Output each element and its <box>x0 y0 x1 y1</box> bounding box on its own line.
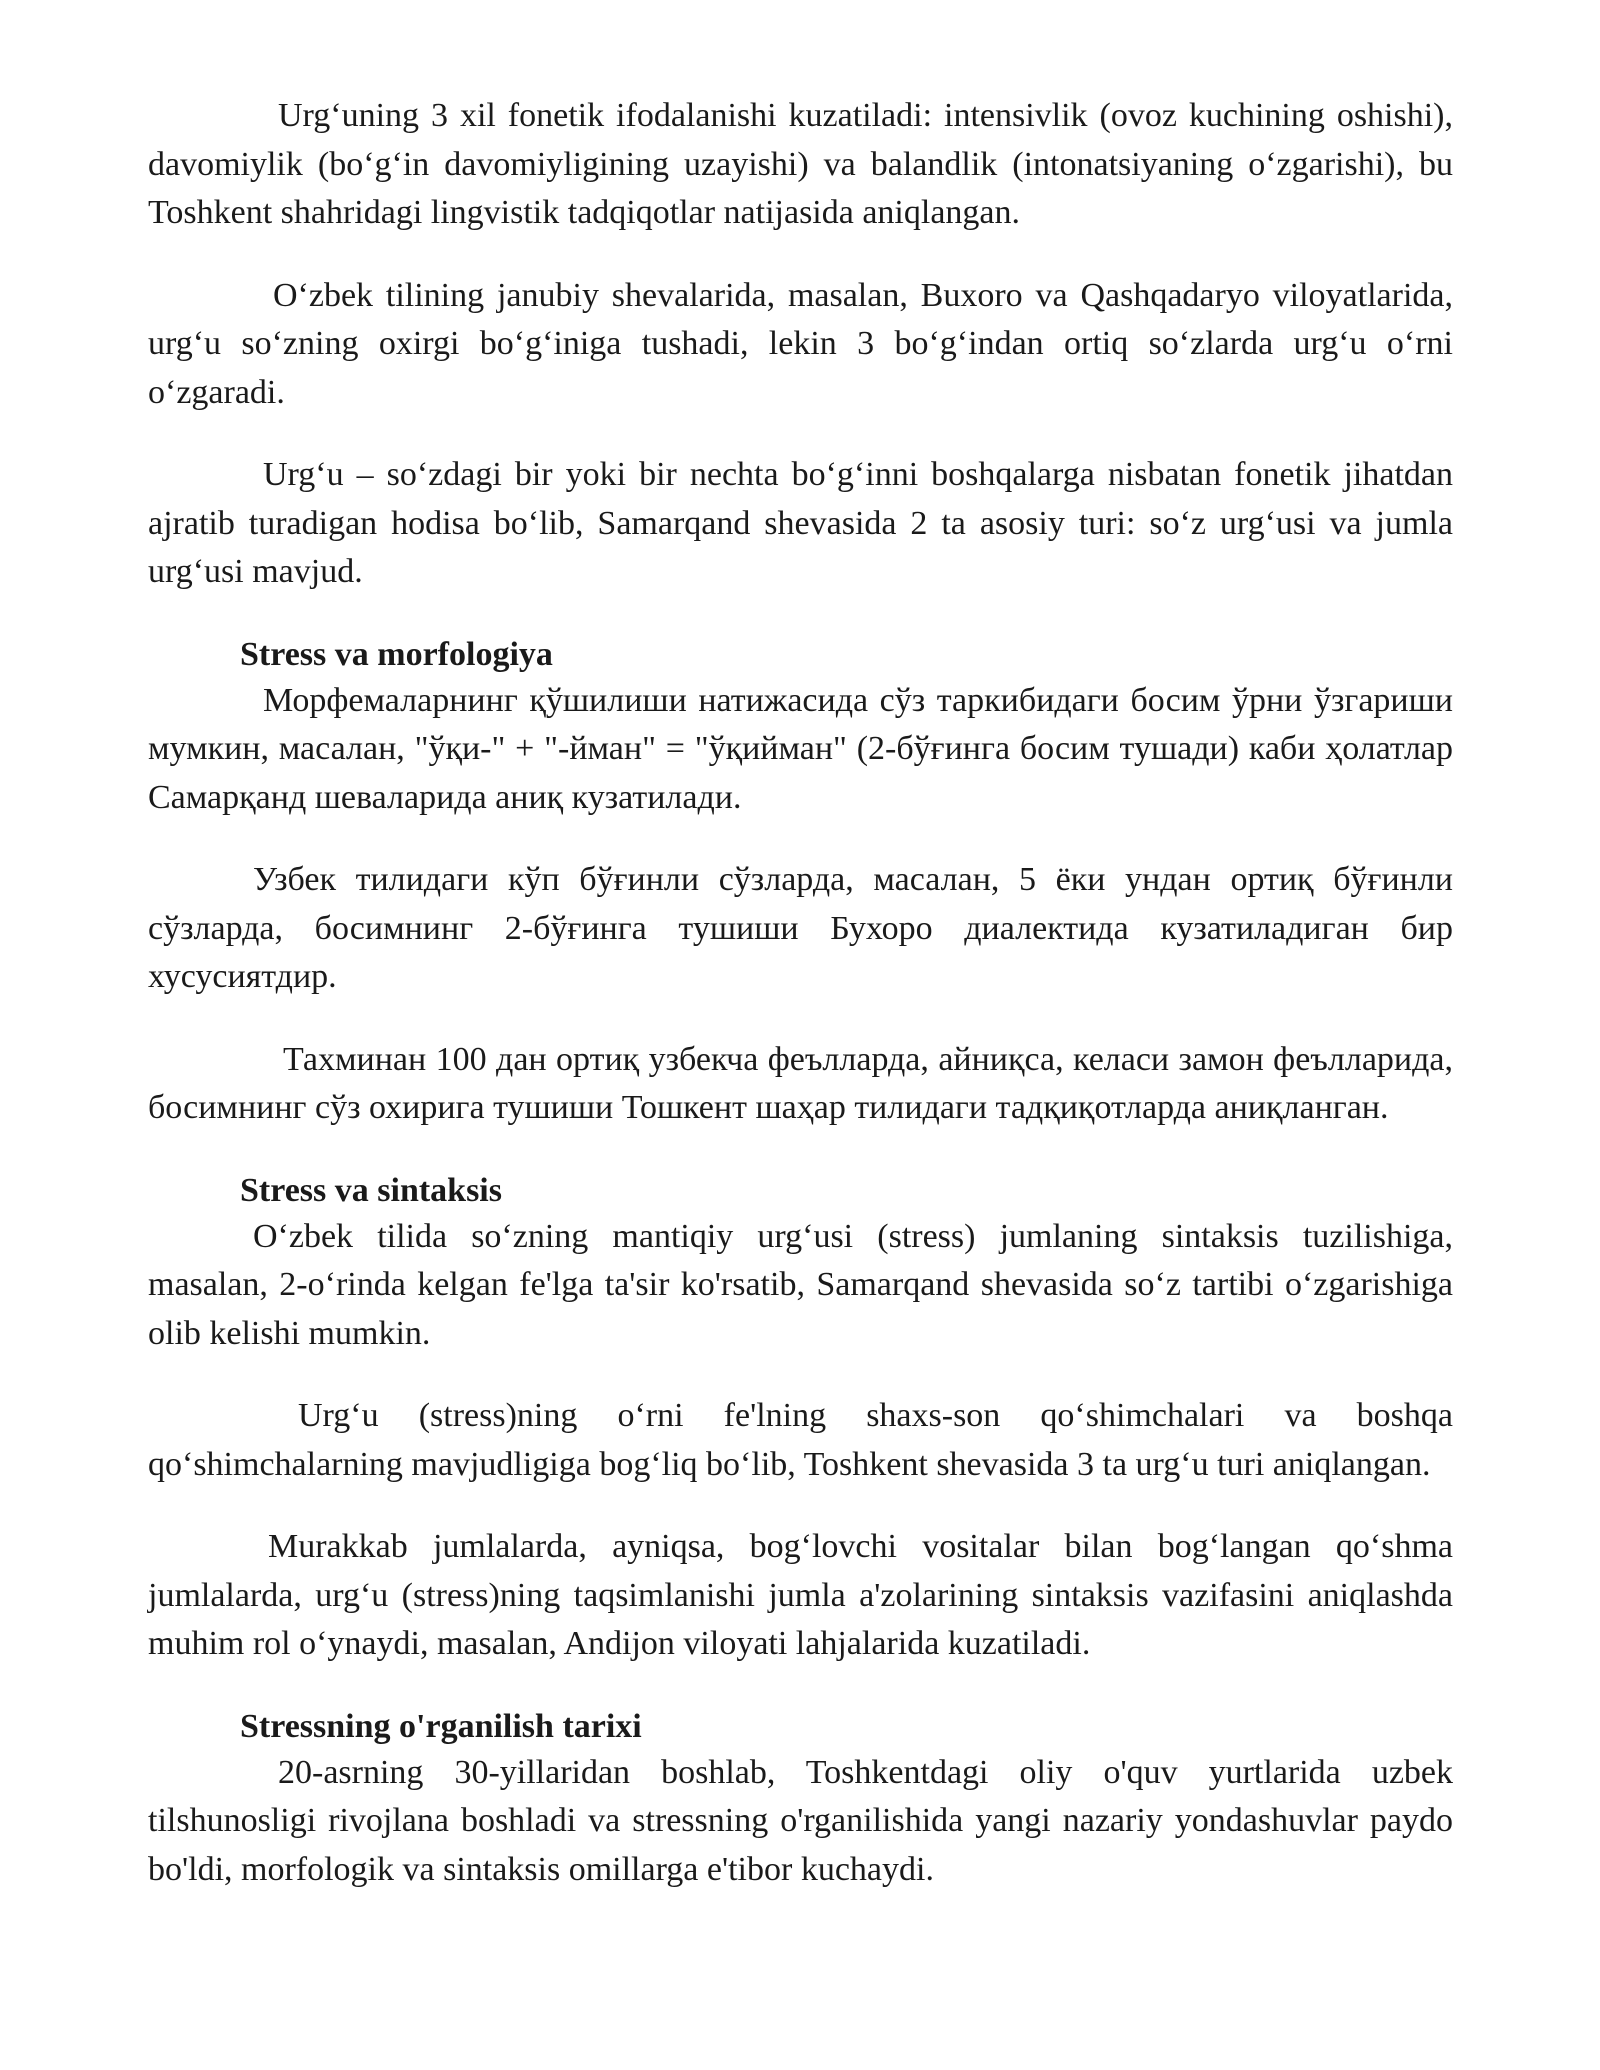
section-heading-tarix: Stressning o'rganilish tarixi <box>240 1707 642 1745</box>
paragraph: O‘zbek tilida so‘zning mantiqiy urg‘usi (stress) jumlaning sintaksis tuzilishiga, masalan, 2-o‘rinda kelgan fe'lga ta'sir ko'rsatib, Samarqand shevasida so‘z tartibi o‘zgarishiga olib kelishi mumkin. <box>148 1217 1453 1352</box>
paragraph: 20-asrning 30-yillaridan boshlab, Toshkentdagi oliy o'quv yurtlarida uzbek tilshunosligi rivojlana boshladi va stressning o'rganilishida yangi nazariy yondashuvlar paydo bo'ldi, morfologik va sintaksis omillarga e'tibor kuchaydi. <box>148 1753 1453 1888</box>
paragraph: Urg‘u – so‘zdagi bir yoki bir nechta bo‘g‘inni boshqalarga nisbatan fonetik jihatdan ajratib turadigan hodisa bo‘lib, Samarqand shevasida 2 ta asosiy turi: so‘z urg‘usi va jumla urg‘usi mavjud. <box>148 456 1453 590</box>
paragraph: Urg‘u (stress)ning o‘rni fe'lning shaxs-son qo‘shimchalari va boshqa qo‘shimchalarning mavjudligiga bog‘liq bo‘lib, Toshkent shevasida 3 ta urg‘u turi aniqlangan. <box>148 1397 1453 1483</box>
paragraph: Морфемаларнинг қўшилиши натижасида сўз таркибидаги босим ўрни ўзгариши мумкин, масалан, "ўқи-" + "-йман" = "ўқийман" (2-бўғинга босим тушади) каби ҳолатлар Самарқанд шеваларида аниқ кузатилади. <box>148 681 1453 816</box>
section-heading-morfologiya: Stress va morfologiya <box>240 635 553 673</box>
paragraph: Узбек тилидаги кўп бўғинли сўзларда, масалан, 5 ёки ундан ортиқ бўғинли сўзларда, босимнинг 2-бўғинга тушиши Бухоро диалектида кузатиладиган бир хусусиятдир. <box>148 861 1453 995</box>
paragraph: O‘zbek tilining janubiy shevalarida, masalan, Buxoro va Qashqadaryo viloyatlarida, urg‘u so‘zning oxirgi bo‘g‘iniga tushadi, lekin 3 bo‘g‘indan ortiq so‘zlarda urg‘u o‘rni o‘zgaradi. <box>148 276 1453 411</box>
paragraph: Murakkab jumlalarda, ayniqsa, bog‘lovchi vositalar bilan bog‘langan qo‘shma jumlalarda, urg‘u (stress)ning taqsimlanishi jumla a'zolarining sintaksis vazifasini aniqlashda muhim rol o‘ynaydi, masalan, Andijon viloyati lahjalarida kuzatiladi. <box>148 1528 1453 1662</box>
paragraph: Тахминан 100 дан ортиқ узбекча феълларда, айниқса, келаси замон феълларида, босимнинг сўз охирига тушиши Тошкент шаҳар тилидаги тадқиқотларда аниқланган. <box>148 1040 1453 1126</box>
paragraph: Urg‘uning 3 xil fonetik ifodalanishi kuzatiladi: intensivlik (ovoz kuchining oshishi), davomiylik (bo‘g‘in davomiyligining uzayishi) va balandlik (intonatsiyaning o‘zgarishi), bu Toshkent shahridagi lingvistik tadqiqotlar natijasida aniqlangan. <box>148 97 1453 231</box>
document-page <box>148 92 1453 1894</box>
section-heading-sintaksis: Stress va sintaksis <box>240 1171 502 1209</box>
